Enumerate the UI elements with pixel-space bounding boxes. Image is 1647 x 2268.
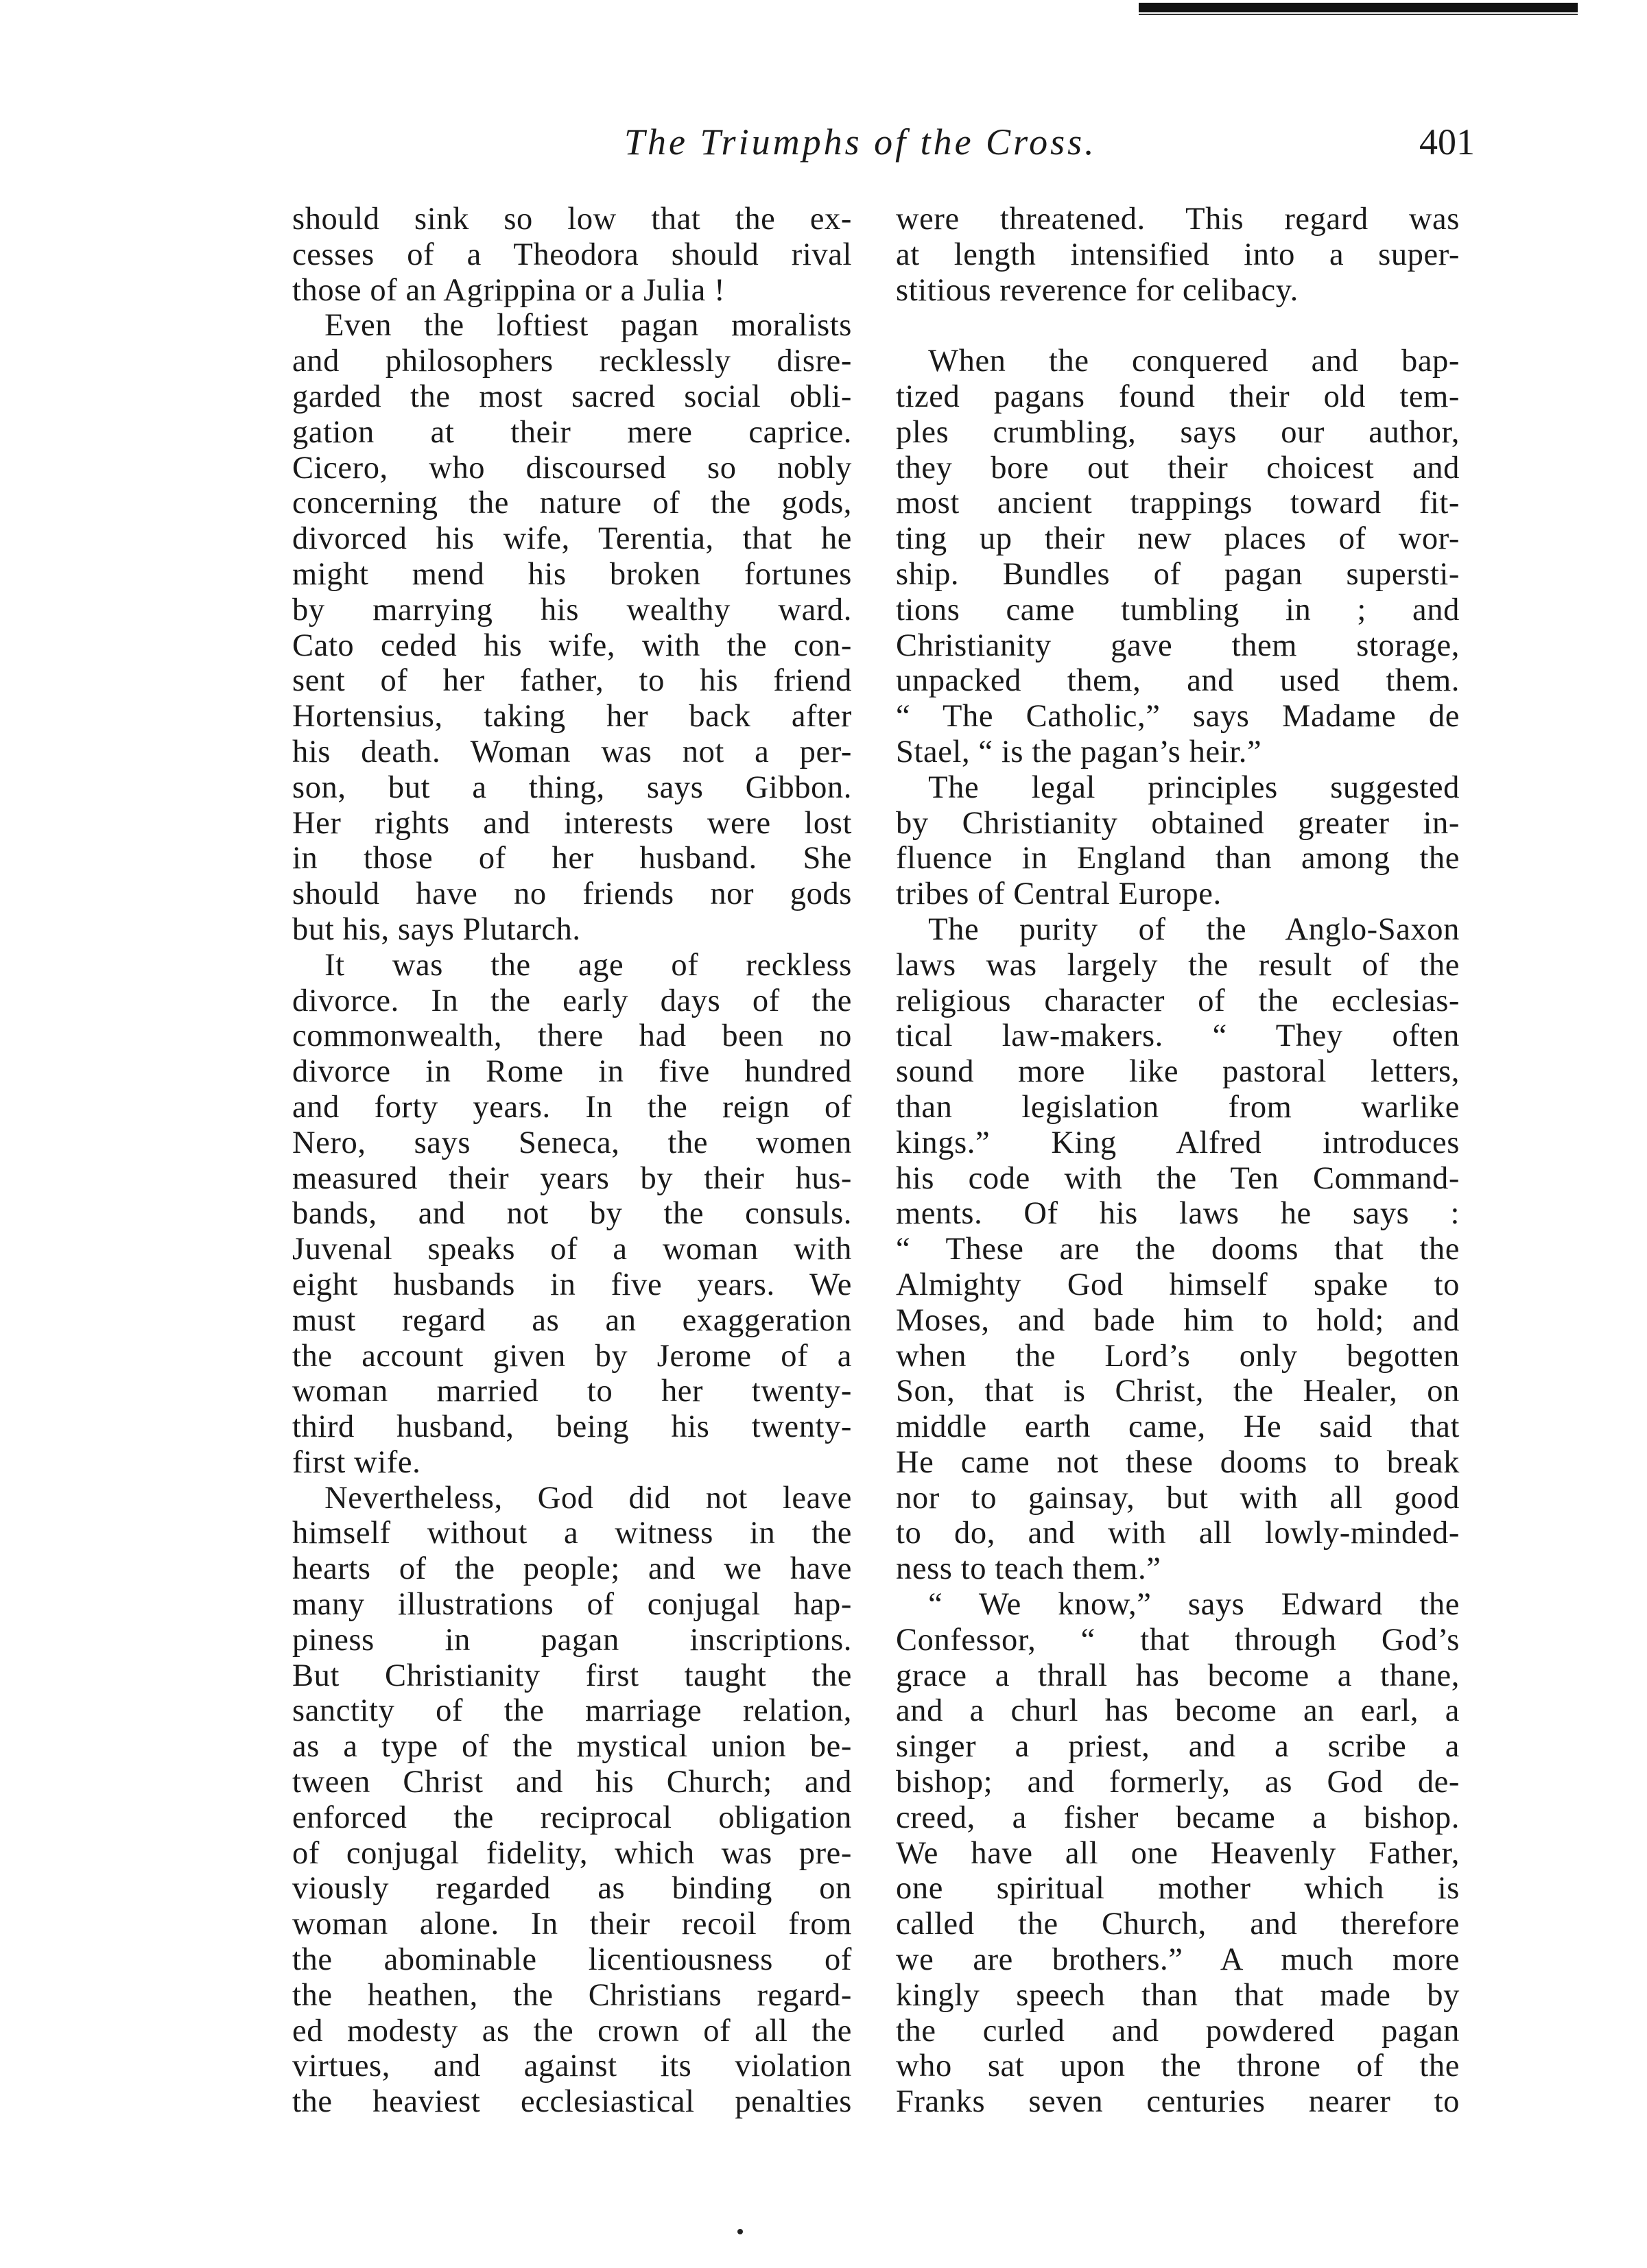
text-line: at length intensified into a super- [896,237,1460,272]
text-line: who sat upon the throne of the [896,2049,1460,2084]
text-line: third husband, being his twenty- [292,1409,852,1445]
text-line: nor to gainsay, but with all good [896,1480,1460,1516]
left-column [292,202,852,2120]
text-line: sent of her father, to his friend [292,663,852,699]
text-line: ness to teach them.” [896,1551,1161,1587]
text-line: might mend his broken fortunes [292,556,852,592]
text-line: should have no friends nor gods [292,876,852,912]
text-line: creed, a fisher became a bishop. [896,1800,1460,1835]
text-line: Even the loftiest pagan moralists [292,308,852,344]
text-line: and a churl has become an earl, a [896,1693,1460,1729]
text-line: bands, and not by the consuls. [292,1196,852,1232]
text-line: Nevertheless, God did not leave [292,1480,852,1516]
paragraph-gap [896,308,1460,344]
text-line: one spiritual mother which is [896,1871,1460,1907]
right-column [896,202,1460,2120]
text-line: divorced his wife, Terentia, that he [292,521,852,557]
text-line: kings.” King Alfred introduces [896,1125,1460,1160]
text-line: the heaviest ecclesiastical penalties [292,2084,852,2120]
text-line: Nero, says Seneca, the women [292,1125,852,1160]
text-line: should sink so low that the ex- [292,202,852,237]
text-line: tical law-makers. “ They often [896,1018,1460,1054]
text-line: the heathen, the Christians regard- [292,1977,852,2013]
top-rule [1139,3,1578,12]
text-line: they bore out their choicest and [896,450,1460,486]
text-line: But Christianity first taught the [292,1658,852,1693]
text-line: laws was largely the result of the [896,947,1460,983]
text-line: we are brothers.” A much more [896,1942,1460,1978]
text-line: religious character of the ecclesias- [896,983,1460,1018]
text-line: must regard as an exaggeration [292,1302,852,1338]
text-line: as a type of the mystical union be- [292,1729,852,1765]
text-line: ed modesty as the crown of all the [292,2013,852,2049]
text-line: by Christianity obtained greater in- [896,805,1460,841]
text-line: “ We know,” says Edward the [896,1587,1460,1623]
text-line: fluence in England than among the [896,841,1460,876]
text-line: than legislation from warlike [896,1089,1460,1125]
text-line: cesses of a Theodora should rival [292,237,852,272]
text-line: himself without a witness in the [292,1516,852,1551]
text-line: hearts of the people; and we have [292,1551,852,1587]
text-line: viously regarded as binding on [292,1871,852,1907]
text-line: Cicero, who discoursed so nobly [292,450,852,486]
text-line: kingly speech than that made by [896,1977,1460,2013]
text-line: woman married to her twenty- [292,1374,852,1409]
top-rule-thin [1139,14,1578,15]
text-line: piness in pagan inscriptions. [292,1622,852,1658]
text-line: It was the age of reckless [292,947,852,983]
text-line: grace a thrall has become a thane, [896,1658,1460,1693]
text-line: We have all one Heavenly Father, [896,1835,1460,1871]
text-line: Confessor, “ that through God’s [896,1622,1460,1658]
text-line: concerning the nature of the gods, [292,486,852,521]
text-line: many illustrations of conjugal hap- [292,1587,852,1623]
text-line: The legal principles suggested [896,769,1460,805]
text-line: when the Lord’s only begotten [896,1338,1460,1374]
text-line: and philosophers recklessly disre- [292,344,852,379]
text-line: in those of her husband. She [292,841,852,876]
text-line: to do, and with all lowly-minded- [896,1516,1460,1551]
text-line: stitious reverence for celibacy. [896,272,1299,308]
text-line: the abominable licentiousness of [292,1942,852,1978]
text-line: his code with the Ten Command- [896,1160,1460,1196]
text-line: unpacked them, and used them. [896,663,1460,699]
text-line: virtues, and against its violation [292,2049,852,2084]
text-line: “ These are the dooms that the [896,1232,1460,1267]
text-line: Moses, and bade him to hold; and [896,1302,1460,1338]
text-line: sanctity of the marriage relation, [292,1693,852,1729]
text-line: middle earth came, He said that [896,1409,1460,1445]
text-line: enforced the reciprocal obligation [292,1800,852,1835]
text-line: Stael, “ is the pagan’s heir.” [896,734,1262,769]
running-title: The Triumphs of the Cross. [624,121,1097,163]
text-line: Cato ceded his wife, with the con- [292,628,852,663]
text-line: were threatened. This regard was [896,202,1460,237]
text-line: his death. Woman was not a per- [292,734,852,769]
text-line: most ancient trappings toward fit- [896,486,1460,521]
text-line: Christianity gave them storage, [896,628,1460,663]
text-line: tions came tumbling in ; and [896,592,1460,628]
text-line: Her rights and interests were lost [292,805,852,841]
text-line: bishop; and formerly, as God de- [896,1765,1460,1800]
text-line: but his, says Plutarch. [292,911,581,947]
text-line: singer a priest, and a scribe a [896,1729,1460,1765]
text-line: He came not these dooms to break [896,1444,1460,1480]
text-line: ples crumbling, says our author, [896,414,1460,450]
text-line: tribes of Central Europe. [896,876,1222,912]
text-line: gation at their mere caprice. [292,414,852,450]
text-line: tized pagans found their old tem- [896,379,1460,414]
text-line: tween Christ and his Church; and [292,1765,852,1800]
running-head [295,121,1475,176]
footer-mark [737,2229,743,2234]
text-line: ting up their new places of wor- [896,521,1460,557]
text-line: of conjugal fidelity, which was pre- [292,1835,852,1871]
text-line: divorce in Rome in five hundred [292,1054,852,1090]
text-line: ship. Bundles of pagan supersti- [896,556,1460,592]
text-line: son, but a thing, says Gibbon. [292,769,852,805]
page-number: 401 [1419,121,1475,163]
text-line: When the conquered and bap- [896,344,1460,379]
text-line: woman alone. In their recoil from [292,1907,852,1942]
text-line: the account given by Jerome of a [292,1338,852,1374]
text-line: first wife. [292,1444,421,1480]
text-line: Juvenal speaks of a woman with [292,1232,852,1267]
text-line: “ The Catholic,” says Madame de [896,699,1460,735]
text-line: Franks seven centuries nearer to [896,2084,1460,2120]
text-line: measured their years by their hus- [292,1160,852,1196]
text-line: by marrying his wealthy ward. [292,592,852,628]
text-line: the curled and powdered pagan [896,2013,1460,2049]
text-line: garded the most sacred social obli- [292,379,852,414]
text-line: those of an Agrippina or a Julia ! [292,272,726,308]
text-line: and forty years. In the reign of [292,1089,852,1125]
text-line: commonwealth, there had been no [292,1018,852,1054]
text-line: called the Church, and therefore [896,1907,1460,1942]
text-line: Almighty God himself spake to [896,1267,1460,1302]
text-line: The purity of the Anglo-Saxon [896,911,1460,947]
text-line: sound more like pastoral letters, [896,1054,1460,1090]
text-line: eight husbands in five years. We [292,1267,852,1302]
text-line: Hortensius, taking her back after [292,699,852,735]
text-line: divorce. In the early days of the [292,983,852,1018]
text-line: Son, that is Christ, the Healer, on [896,1374,1460,1409]
text-line: ments. Of his laws he says : [896,1196,1460,1232]
